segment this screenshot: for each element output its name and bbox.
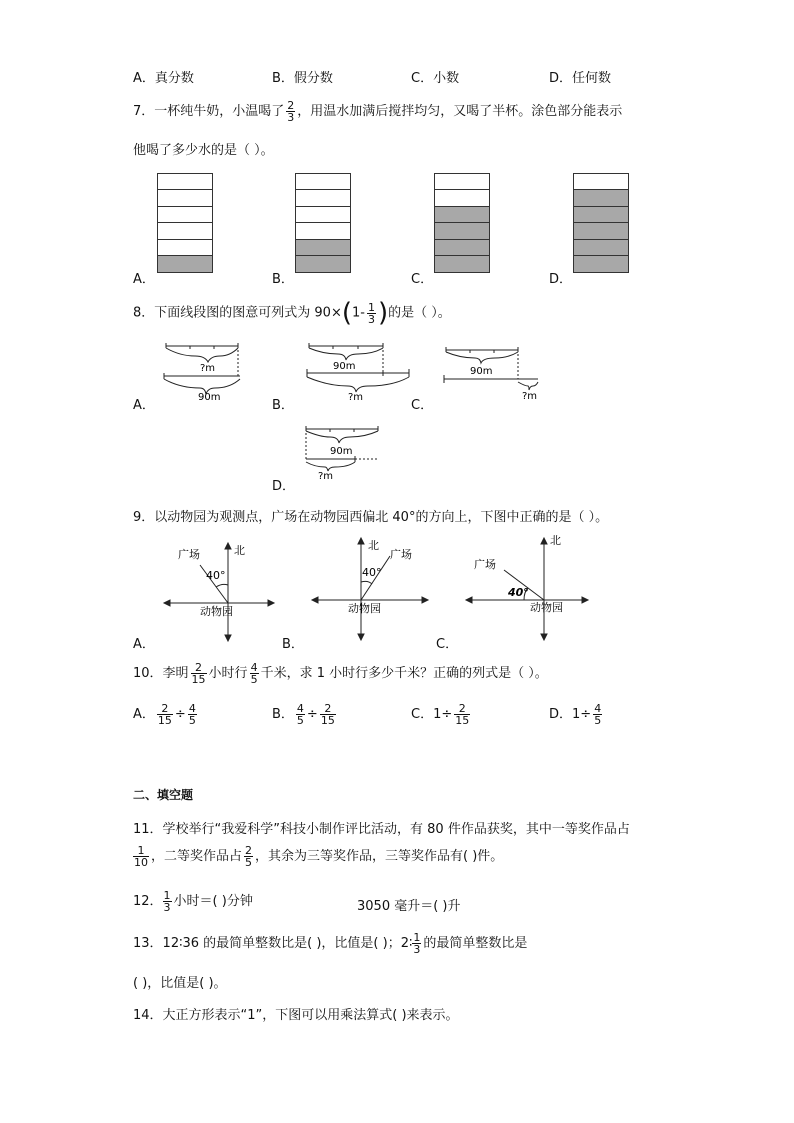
q12-text-pre: 12． [133, 894, 163, 909]
direction-diagram-c [462, 532, 592, 644]
q13-den: 3 [413, 943, 421, 956]
q10-b-x-num: 4 [296, 702, 304, 715]
option-d: D．任何数 [549, 71, 612, 86]
label-90m: 90m [330, 446, 353, 457]
q12-text-mid: 小时＝( )分钟 [173, 894, 253, 909]
q10-option-d [549, 703, 604, 726]
q10-f2-num: 4 [250, 661, 258, 674]
q7-option-d: D． [549, 272, 573, 287]
q10-a-label: A． [133, 707, 155, 722]
cup-diagram-d [573, 173, 629, 273]
q13-text-pre: 13．12∶36 的最简单整数比是( )，比值是( )；2∶ [133, 936, 413, 951]
q10-d-y-den: 5 [594, 714, 602, 727]
q10-b-y-num: 2 [320, 703, 336, 715]
q10-d-lead: 1÷ [572, 707, 592, 722]
direction-diagram-a [160, 535, 280, 645]
label-north: 北 [550, 534, 561, 547]
q10-text-mid: 小时行 [208, 666, 248, 681]
option-c: C．小数 [411, 71, 460, 86]
q8-option-a: A． [133, 398, 155, 413]
q8-frac-den: 3 [367, 312, 375, 326]
question-13-line1 [133, 932, 527, 955]
question-11-line1: 11．学校举行“我爱科学”科技小制作评比活动，有 80 件作品获奖，其中一等奖作品占 [133, 822, 630, 837]
q11-f2-den: 5 [245, 856, 253, 869]
q10-f2-den: 5 [250, 673, 258, 686]
q11-text-post: ，其余为三等奖作品，三等奖作品有( )件。 [255, 849, 504, 864]
question-11-line2 [133, 845, 503, 868]
label-angle: 40° [508, 586, 529, 599]
cup-diagram-b [295, 173, 351, 273]
q10-b-x-den: 5 [296, 714, 304, 727]
q10-c-label: C． [411, 707, 434, 722]
q8-option-d: D． [272, 479, 296, 494]
question-10 [133, 662, 548, 685]
q10-text-pre: 10．李明 [133, 666, 189, 681]
q10-text-post: 千米，求 1 小时行多少千米？正确的列式是（ ）。 [260, 666, 548, 681]
label-square: 广场 [474, 558, 496, 571]
question-12-part2: 3050 毫升＝( )升 [357, 899, 461, 914]
label-90m: 90m [470, 366, 493, 377]
label-zoo: 动物园 [530, 601, 563, 614]
q10-a-y-den: 5 [188, 714, 196, 727]
label-90m: 90m [333, 361, 356, 372]
q10-option-c [411, 703, 472, 726]
q8-paren-left: ( [341, 298, 352, 328]
q10-f1-den: 15 [191, 673, 206, 686]
question-8 [133, 300, 451, 326]
q7-fraction [286, 100, 295, 123]
q8-text-pre: 8．下面线段图的图意可列式为 90× [133, 305, 342, 321]
label-north: 北 [234, 544, 245, 557]
q7-text-post: ，用温水加满后搅拌均匀，又喝了半杯。涂色部分能表示 [297, 104, 623, 119]
q8-text-post: 的是（ ）。 [388, 305, 451, 321]
q10-fraction-time [191, 662, 207, 685]
q9-option-a: A． [133, 637, 155, 652]
q10-a-op: ÷ [174, 707, 186, 722]
question-13-line2: ( )，比值是( )。 [133, 976, 227, 991]
question-14: 14．大正方形表示“1”，下图可以用乘法算式( )来表示。 [133, 1008, 459, 1023]
label-qm: ?m [318, 471, 334, 479]
label-square: 广场 [390, 548, 412, 561]
section-heading: 二、填空题 [133, 788, 194, 802]
q10-c-lead: 1÷ [433, 707, 453, 722]
q7-option-a: A． [133, 272, 155, 287]
q10-d-y-num: 4 [594, 702, 602, 715]
q8-option-b: B． [272, 398, 294, 413]
q10-b-op: ÷ [306, 707, 318, 722]
segment-diagram-d [300, 423, 385, 479]
q10-c-y-num: 2 [454, 703, 470, 715]
q8-fraction [367, 302, 376, 325]
label-angle: 40° [206, 569, 226, 582]
q7-option-c: C． [411, 272, 434, 287]
q10-a-y-num: 4 [188, 702, 196, 715]
q13-num: 1 [413, 931, 421, 944]
label-qm: ?m [348, 392, 364, 400]
label-qm: ?m [200, 363, 216, 374]
cup-diagram-c [434, 173, 490, 273]
q10-b-label: B． [272, 707, 294, 722]
label-zoo: 动物园 [200, 605, 233, 618]
option-b: B．假分数 [272, 71, 333, 86]
q11-f1-den: 10 [134, 856, 148, 869]
direction-diagram-b [308, 532, 433, 644]
q7-frac-num: 2 [287, 99, 295, 112]
q8-frac-num: 1 [367, 300, 375, 314]
label-zoo: 动物园 [348, 602, 381, 615]
cup-diagram-a [157, 173, 213, 273]
label-square: 广场 [178, 548, 200, 561]
q10-option-b [272, 703, 338, 726]
q10-b-y-den: 15 [320, 714, 335, 727]
label-90m: 90m [198, 392, 221, 400]
question-12 [133, 890, 253, 913]
q9-option-b: B． [282, 637, 304, 652]
q10-option-a [133, 703, 199, 726]
q8-paren-right: ) [377, 298, 389, 328]
q11-f2-num: 2 [245, 844, 253, 857]
q8-expr-one: 1- [352, 305, 365, 321]
q7-option-b: B． [272, 272, 294, 287]
label-qm: ?m [522, 391, 538, 400]
q11-f1-num: 1 [133, 845, 149, 857]
q10-c-y-den: 15 [455, 714, 470, 727]
q9-option-c: C． [436, 637, 459, 652]
question-9: 9．以动物园为观测点，广场在动物园西偏北 40°的方向上，下图中正确的是（ ）。 [133, 510, 609, 525]
segment-diagram-b [303, 338, 413, 400]
q7-frac-den: 3 [287, 111, 295, 124]
q12-den: 3 [163, 901, 171, 914]
segment-diagram-a [160, 338, 245, 400]
label-north: 北 [368, 539, 379, 552]
q8-option-c: C． [411, 398, 434, 413]
question-7-line1 [133, 100, 622, 123]
q10-d-label: D． [549, 707, 573, 722]
q7-text-pre: 7．一杯纯牛奶，小温喝了 [133, 104, 285, 119]
option-a: A．真分数 [133, 71, 194, 86]
q12-num: 1 [163, 889, 171, 902]
q13-text-post: 的最简单整数比是 [423, 936, 528, 951]
q10-f1-num: 2 [191, 662, 207, 674]
q11-text-mid: ，二等奖作品占 [151, 849, 243, 864]
q10-a-x-den: 15 [157, 714, 172, 727]
segment-diagram-c [440, 344, 545, 400]
question-7-line2: 他喝了多少水的是（ ）。 [133, 143, 274, 158]
label-angle: 40° [362, 566, 382, 579]
q10-a-x-num: 2 [157, 703, 173, 715]
q10-fraction-distance [250, 662, 259, 685]
